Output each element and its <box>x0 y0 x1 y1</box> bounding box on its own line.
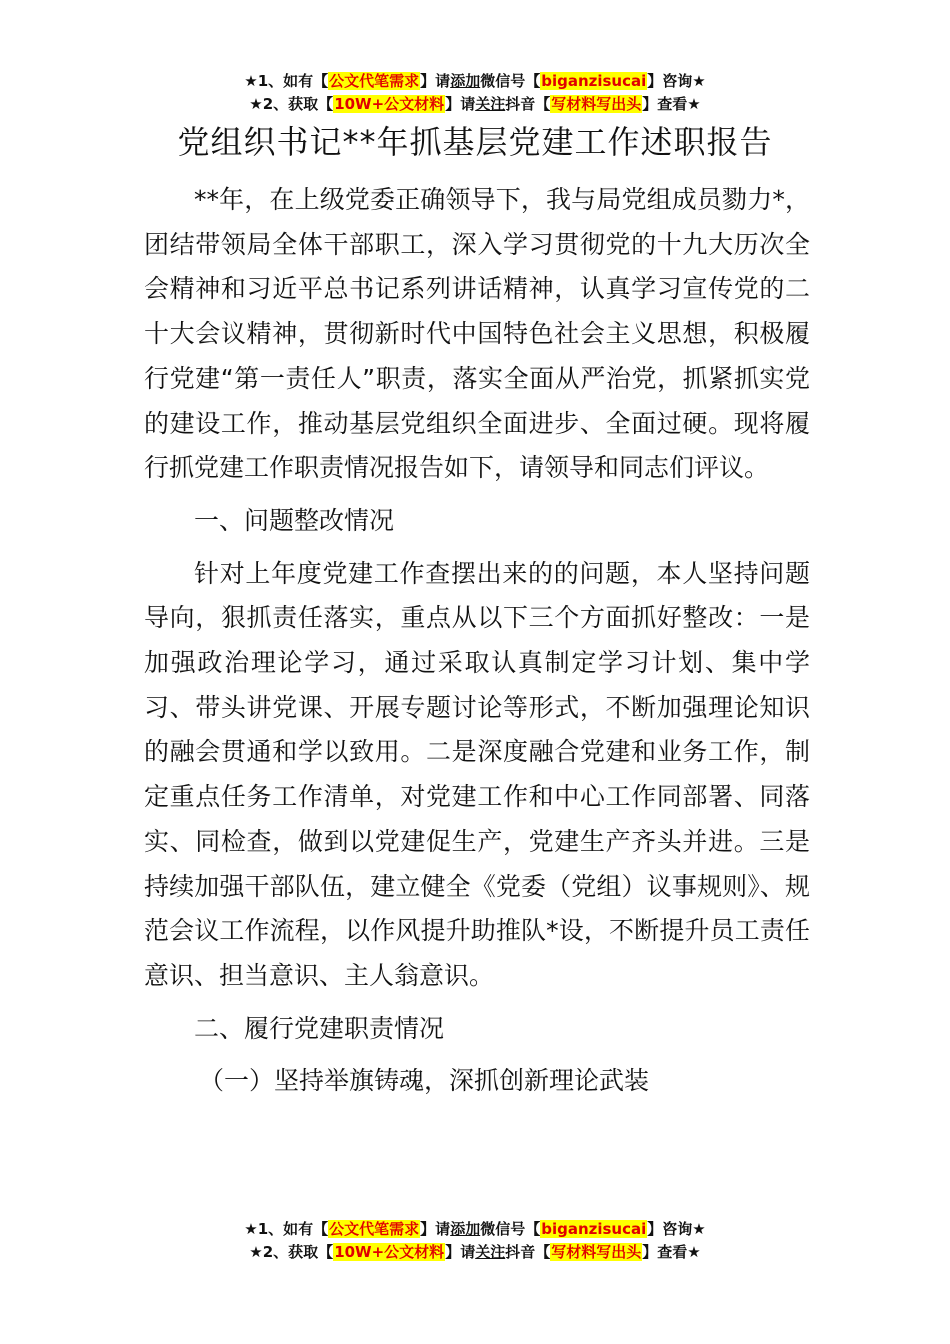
promo-wechat-id: biganzisucai <box>541 1220 647 1238</box>
promo-text: 】请 <box>445 95 476 113</box>
promo-text: 】查看★ <box>642 1243 701 1261</box>
promo-underlined: 关注 <box>475 95 506 113</box>
promo-highlight: 公文代笔需求 <box>329 1220 420 1238</box>
promo-highlight: 10W+公文材料 <box>334 95 445 113</box>
document-body <box>144 178 810 1104</box>
promo-underlined: 添加 <box>450 72 481 90</box>
promo-line-1 <box>0 70 950 93</box>
promo-underlined: 关注 <box>475 1243 506 1261</box>
promo-text: 微信号【 <box>480 72 541 90</box>
promo-text: 】请 <box>420 72 451 90</box>
promo-highlight: 公文代笔需求 <box>329 72 420 90</box>
promo-text: 】请 <box>420 1220 451 1238</box>
promo-text: ★2、获取【 <box>249 95 334 113</box>
promo-text: 抖音【 <box>505 1243 551 1261</box>
promo-text: 】请 <box>445 1243 476 1261</box>
section-heading-1: 一、问题整改情况 <box>194 505 395 535</box>
subsection-heading-1: （一）坚持举旗铸魂，深抓创新理论武装 <box>199 1066 650 1096</box>
promo-line-2 <box>0 1241 950 1264</box>
promo-underlined: 添加 <box>450 1220 481 1238</box>
promo-line-2 <box>0 93 950 116</box>
promo-banner-bottom <box>0 1218 950 1264</box>
promo-highlight: 10W+公文材料 <box>334 1243 445 1261</box>
document-title: 党组织书记**年抓基层党建工作述职报告 <box>177 123 773 161</box>
promo-text: 微信号【 <box>480 1220 541 1238</box>
promo-douyin-id: 写材料写出头 <box>551 1243 642 1261</box>
promo-wechat-id: biganzisucai <box>541 72 647 90</box>
promo-text: 】咨询★ <box>647 1220 706 1238</box>
promo-text: 抖音【 <box>505 95 551 113</box>
promo-text: ★1、如有【 <box>244 72 329 90</box>
promo-text: ★1、如有【 <box>244 1220 329 1238</box>
promo-line-1 <box>0 1218 950 1241</box>
promo-douyin-id: 写材料写出头 <box>551 95 642 113</box>
section-heading-2: 二、履行党建职责情况 <box>194 1013 445 1043</box>
promo-text: 】咨询★ <box>647 72 706 90</box>
promo-text: 】查看★ <box>642 95 701 113</box>
section-1-paragraph: 针对上年度党建工作查摆出来的的问题，本人坚持问题导向，狠抓责任落实，重点从以下三个方面抓好整改：一是加强政治理论学习，通过采取认真制定学习计划、集中学习、带头讲党课、开展专题讨论等形式，不断加强理论知识的融会贯通和学以致用。二是深度融合党建和业务工作，制定重点任务工作清单，对党建工作和中心工作同部署、同落实、同检查，做到以党建促生产，党建生产齐头并进。三是持续加强干部队伍，建立健全《党委（党组）议事规则》、规范会议工作流程，以作风提升助推队*设，不断提升员工责任意识、担当意识、主人翁意识。 <box>144 558 810 990</box>
promo-banner-top <box>0 70 950 116</box>
intro-paragraph: **年，在上级党委正确领导下，我与局党组成员勠力*，团结带领局全体干部职工，深入学习贯彻党的十九大历次全会精神和习近平总书记系列讲话精神，认真学习宣传党的二十大会议精神，贯彻新时代中国特色社会主义思想，积极履行党建“第一责任人”职责，落实全面从严治党，抓紧抓实党的建设工作，推动基层党组织全面进步、全面过硬。现将履行抓党建工作职责情况报告如下，请领导和同志们评议。 <box>144 185 810 483</box>
promo-text: ★2、获取【 <box>249 1243 334 1261</box>
